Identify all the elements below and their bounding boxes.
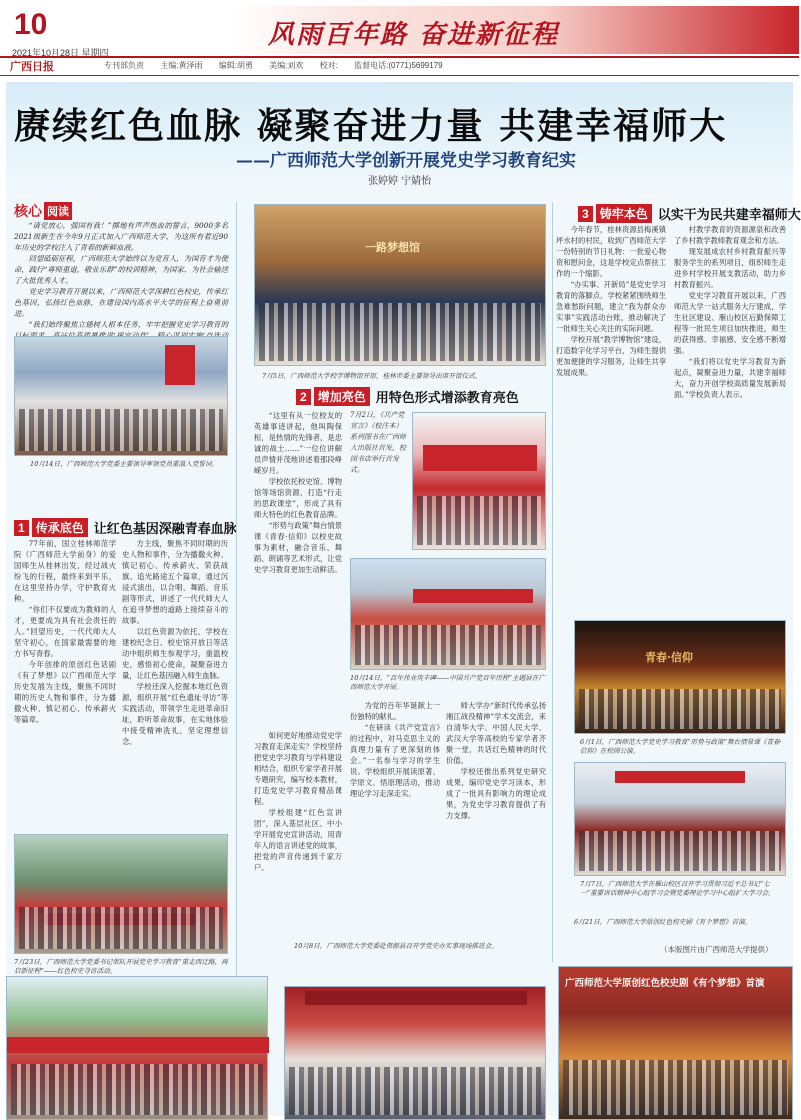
photo-people xyxy=(579,689,781,729)
section1-title xyxy=(14,518,237,537)
section3-col-b xyxy=(674,224,786,610)
photo-stage-show xyxy=(574,620,786,734)
paragraph: 方主线，聚焦不同时期的历史人物和事件，分为播撒火种、慎记初心、传承薪火、荣获战旗、追光路途五个篇章，通过沉浸式演出，以合唱、舞蹈、音乐剧等形式，讲述了一代代师大人在追寻梦想的道路上接续奋斗的故事。 xyxy=(122,539,228,625)
paragraph: “在研读《共产党宣言》的过程中，对马克思主义的真理力量有了更深刻的体会。”一名参与学习的学生说。学校组织开展读原著、学原文、悟原理活动，推动理论学习走深走实。 xyxy=(350,723,440,798)
photo-people xyxy=(11,1064,263,1115)
subheadline: ——广西师范大学创新开展党史学习教育纪实 xyxy=(236,151,576,171)
section-tag: 铸牢本色 xyxy=(596,204,652,223)
photo-bottom-center xyxy=(284,986,546,1120)
play-title: 广西师范大学原创红色校史剧《有个梦想》首演 xyxy=(565,978,765,989)
credit-item: 专刊部负责 xyxy=(104,61,144,70)
photo-caption: 10月14日，广西师范大学党委主要领导率领党员重温入党誓词。 xyxy=(30,460,219,468)
photo-study-meeting xyxy=(574,762,786,876)
red-banner xyxy=(7,1037,269,1053)
slogan: 风雨百年路 奋进新征程 xyxy=(268,20,560,50)
paragraph: 今年春节，桂林资源县梅溪镇坪水村的村民，收到广西师范大学一份特别的节日礼物：一批爱心物资和慰问金，这是学校定点帮扶工作的一个缩影。 xyxy=(556,225,666,278)
paragraph: 党史学习教育开展以来，广西师范大学一站式服务大厅建成，学生社区建设、雁山校区后勤保障工程等一批民生项目加快推进，师生的获得感、幸福感、安全感不断增强。 xyxy=(674,291,786,355)
core-reading-text xyxy=(14,220,228,328)
credit-item: 编辑:胡勇 xyxy=(218,61,253,70)
paragraph: 77年前，国立桂林师范学院（广西师范大学前身）的爱国师生从桂林出发，经过战火纷飞的行程，最终来到平乐，在这里坚持办学，守护教育火种。 xyxy=(14,539,116,603)
section-heading: 以实干为民共建幸福师大 xyxy=(657,208,801,223)
section2-col-a xyxy=(254,410,342,728)
museum-sign: 一路梦想馆 xyxy=(365,241,420,254)
section2-title xyxy=(296,387,519,406)
section2-col-c xyxy=(350,700,440,920)
paragraph: 学校依托校史馆、博物馆等场馆资源，打造“行走的思政课堂”，形成了具有师大特色的红色教育品牌。 xyxy=(254,477,342,519)
masthead xyxy=(0,0,799,82)
paragraph: 学校组建“红色宣讲团”，深入基层社区、中小学开展党史宣讲活动，用青年人的语言讲述党的故事，把党的声音传递到千家万户。 xyxy=(254,808,342,872)
page-number: 10 xyxy=(14,8,48,41)
section3-col-a xyxy=(556,224,666,610)
photo-caption: 7月5日，广西师范大学校学博物馆开馆，桂林市委主要领导出席开馆仪式。 xyxy=(262,372,482,380)
photo-people xyxy=(579,831,781,871)
show-title: 青春·信仰 xyxy=(645,651,693,664)
paragraph: “我们将以党史学习教育为新起点，凝聚奋进力量，共建幸福师大，奋力开创学校高质量发展新局面。”学校负责人表示。 xyxy=(674,357,786,399)
section-heading: 用特色形式增添教育亮色 xyxy=(375,391,519,406)
red-flag xyxy=(165,345,195,385)
photo-people xyxy=(19,907,223,949)
photo-exhibition xyxy=(350,558,546,670)
section-heading: 让红色基因深融青春血脉 xyxy=(93,522,237,537)
paragraph: 如何更好地推动党史学习教育走深走实？学校坚持把党史学习教育与学科建设相结合，组织专家学者开展专题研究，编写校本教材，打造党史学习教育精品课程。 xyxy=(254,731,342,806)
photo-people xyxy=(289,1067,541,1115)
core-tag: 核心 xyxy=(14,204,42,220)
stage-screen xyxy=(423,445,537,471)
paragraph: 学校开展“教学博物馆”建设，打造数字化学习平台，为师生提供更加便捷的学习服务，让师生共享发展成果。 xyxy=(556,335,666,377)
paragraph: “办实事、开新局”是党史学习教育的落脚点。学校紧紧围绕师生急难愁盼问题，建立“我为群众办实事”实践活动台账，推动解决了一批师生关心关注的实际问题。 xyxy=(556,280,666,333)
building-sign xyxy=(413,589,533,603)
photo-people xyxy=(355,625,541,665)
section2-col-d xyxy=(446,700,546,920)
section1-col2 xyxy=(122,538,228,820)
credit-item: 主编:黄泽雨 xyxy=(160,61,203,70)
paragraph: 今年创排的原创红色话剧《有了梦想》以广西师范大学历史发展为主线，聚焦不同时期的历史人物和事件，分为播撒火种、慎记初心、传承薪火等篇章。 xyxy=(14,660,116,724)
photo-caption: 7月23日，广西师范大学党委书记带队开展党史学习教育“重走西迁路，再启新征程”——红色校史寻访活动。 xyxy=(14,958,228,975)
paragraph: “形势与政策”舞台情景课《青春·信仰》以校史故事为素材，融合音乐、舞蹈、朗诵等艺术形式，让党史学习教育更加生动鲜活。 xyxy=(254,521,342,574)
paragraph: 学校还推出系列党史研究成果，编印党史学习读本，形成了一批具有影响力的理论成果，为党史学习教育提供了有力支撑。 xyxy=(446,767,546,820)
section2-col-b xyxy=(254,730,342,920)
photo-book-launch xyxy=(412,412,546,550)
core-paragraph: 党史学习教育开展以来，广西师范大学深耕红色校史，传承红色基因，弘扬红色血脉，在建设国内高水平大学的征程上奋勇前进。 xyxy=(14,287,228,318)
section-number: 3 xyxy=(578,206,593,222)
photo-caption: 6月1日，广西师范大学党史学习教育“形势与政策”舞台情景课《青春·信仰》在校园公演。 xyxy=(580,738,782,755)
core-paragraph: “我们始终聚焦立德树人根本任务，牢牢把握党史学习教育的 xyxy=(28,320,228,329)
photo-caption: 7月7日，广西师范大学在雁山校区召开学习贯彻习近平总书记“七一”重要讲话精神中心组学习会暨党委理论学习中心组扩大学习会。 xyxy=(580,880,775,897)
photo-museum-opening xyxy=(254,204,546,366)
photo-credit: （本版图片由广西师范大学提供） xyxy=(660,945,773,954)
byline: 张婷婷 宁婧怡 xyxy=(368,176,432,187)
paragraph: 现发展成农村乡村教育振兴等服务学生的系列项目，组织师生走进乡村学校开展支教活动，助力乡村教育振兴。 xyxy=(674,247,786,289)
headline: 赓续红色血脉 凝聚奋进力量 共建幸福师大 xyxy=(14,106,728,147)
core-tag-badge: 阅读 xyxy=(44,202,72,220)
paper-logo: 广西日报 xyxy=(10,60,54,73)
photo-people xyxy=(19,409,223,451)
section-tag: 增加亮色 xyxy=(314,387,370,406)
credit-item: 美编:刘欢 xyxy=(269,61,304,70)
photo-caption-bottom-center: 10月8日，广西师范大学党委赴资源县召开学党史办实事现场推进会。 xyxy=(294,942,498,950)
core-paragraph: 回望砥砺征程，广西师范大学始终以为党育人，为国育才为使命，践行“尊师重道，敬业乐群”的校训精神，为国家、为社会输送了大批优秀人才。 xyxy=(14,254,228,285)
photo-caption: 10月14日，“百年伟业筑丰碑——中国共产党百年历程”主题展在广西师范大学开展。 xyxy=(350,674,545,691)
paragraph: 以红色资源为依托，学校在建校纪念日、校史馆开放日等活动中组织师生参观学习，重温校史，感悟初心使命，凝聚奋进力量，让红色基因融入师生血脉。 xyxy=(122,627,228,680)
photo-bottom-left xyxy=(6,976,268,1120)
photo-people xyxy=(417,496,541,545)
column-rule xyxy=(552,202,553,962)
credit-item: 监督电话:(0771)5699179 xyxy=(354,61,443,70)
photo-people xyxy=(563,1060,788,1115)
section1-col1 xyxy=(14,538,116,820)
photo-people xyxy=(259,303,541,361)
conference-banner xyxy=(305,991,527,1005)
issue-date: 2021年10月28日 星期四 xyxy=(12,48,109,58)
photo-caption-bottom-right: 6月21日，广西师范大学原创红色校史剧《有个梦想》首演。 xyxy=(574,918,752,926)
meeting-banner xyxy=(615,771,745,783)
column-rule xyxy=(236,202,237,982)
core-paragraph: “请党放心，强国有我！”掷地有声声热血的誓言，9000多名2021级新生在今年9月正式加入广西师范大学，为这所有着近90年历史的学校注入了青春的新鲜血液。 xyxy=(14,221,228,252)
editor-credits xyxy=(104,60,457,71)
section-number: 2 xyxy=(296,389,311,405)
section-number: 1 xyxy=(14,520,29,536)
paragraph: 师大学办“新时代传承弘扬湘江战役精神”学术交流会，来自清华大学、中国人民大学、武汉大学等高校的专家学者齐聚一堂，共话红色精神的时代价值。 xyxy=(446,701,546,765)
paragraph: “你们不仅要成为教师的人才，更要成为具有社会责任的人。”回望历史，一代代师大人坚守初心，在国家最需要的地方书写青春。 xyxy=(14,605,116,658)
core-reading-title xyxy=(14,201,72,221)
paragraph: “这里有从一位校友的英雄事迹讲起，他叫陶保桓，是热情的先锋者，是忠诚的战士……”一位位讲解员声情并茂地讲述着那段峥嵘岁月。 xyxy=(254,411,342,475)
photo-gate xyxy=(14,834,228,954)
paragraph: 村教学教育的资源源泉和改善了乡村教学教师教育观念和方法。 xyxy=(674,225,786,245)
side-caption: 7月2日，《共产党宣言》（校注本）系列图书在广西师大出版社首发，校园书店举行首发式。 xyxy=(350,411,406,474)
paragraph: 为党的百年华诞献上一份独特的献礼。 xyxy=(350,701,440,721)
credit-item: 校对: xyxy=(319,61,338,70)
paragraph: 学校还深入挖掘本地红色资源，组织开展“红色遗址寻访”等实践活动，带领学生走进革命旧址，聆听革命故事，在实地体验中接受精神洗礼，坚定理想信念。 xyxy=(122,682,228,746)
section3-title xyxy=(578,204,801,223)
photo-oath xyxy=(14,336,228,456)
photo-bottom-right xyxy=(558,966,793,1120)
section-tag: 传承底色 xyxy=(32,518,88,537)
